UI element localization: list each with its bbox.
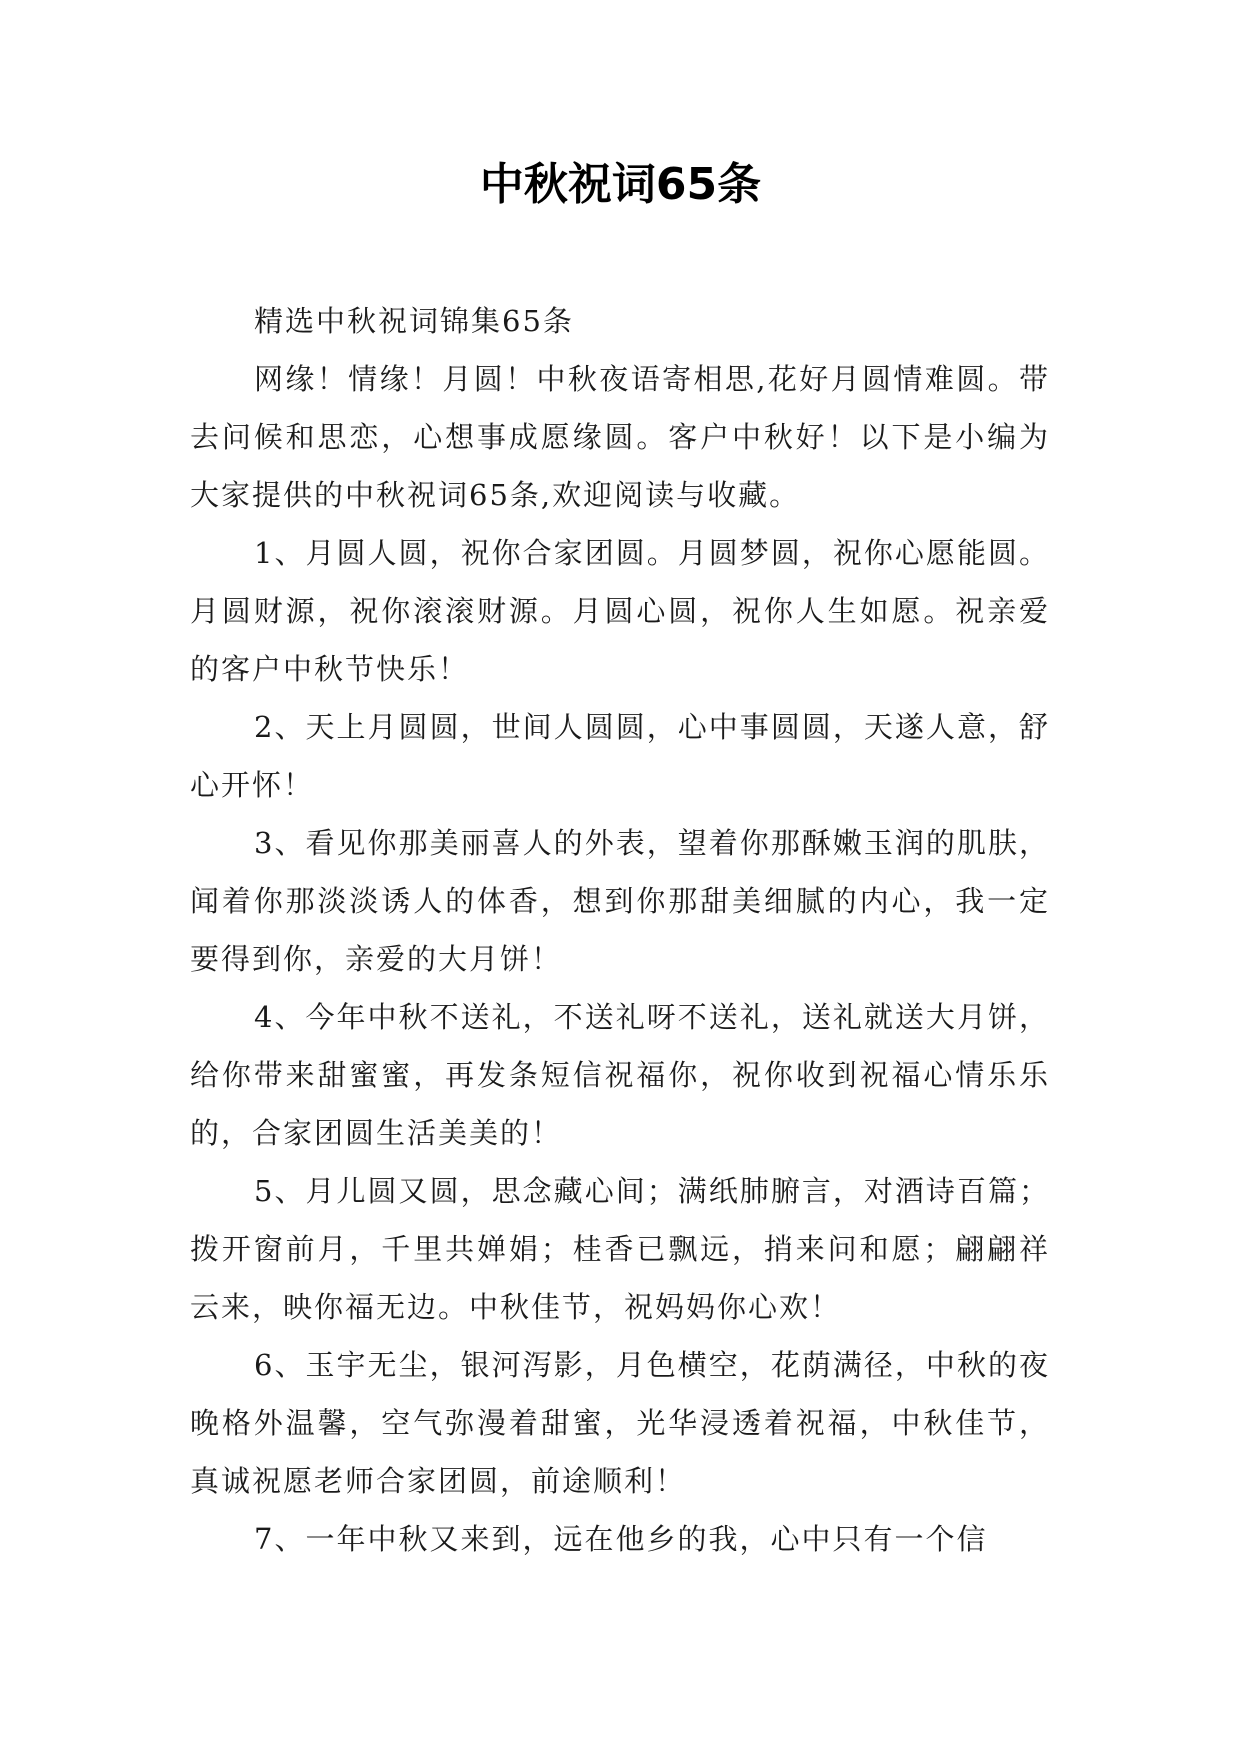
paragraph: 网缘！情缘！月圆！中秋夜语寄相思,花好月圆情难圆。带去问候和思恋，心想事成愿缘圆。客户中秋好！以下是小编为大家提供的中秋祝词65条,欢迎阅读与收藏。 <box>190 362 1050 512</box>
paragraph: 7、一年中秋又来到，远在他乡的我，心中只有一个信 <box>254 1522 988 1556</box>
page-title: 中秋祝词65条 <box>479 159 762 210</box>
paragraph: 3、看见你那美丽喜人的外表，望着你那酥嫩玉润的肌肤，闻着你那淡淡诱人的体香，想到你那甜美细腻的内心，我一定要得到你，亲爱的大月饼！ <box>190 826 1050 976</box>
paragraph: 1、月圆人圆，祝你合家团圆。月圆梦圆，祝你心愿能圆。月圆财源，祝你滚滚财源。月圆心圆，祝你人生如愿。祝亲爱的客户中秋节快乐！ <box>190 536 1050 686</box>
paragraph: 2、天上月圆圆，世间人圆圆，心中事圆圆，天遂人意，舒心开怀！ <box>190 710 1050 802</box>
document-body <box>190 292 1050 1568</box>
paragraph: 6、玉宇无尘，银河泻影，月色横空，花荫满径，中秋的夜晚格外温馨，空气弥漫着甜蜜，光华浸透着祝福，中秋佳节，真诚祝愿老师合家团圆，前途顺利！ <box>190 1348 1050 1498</box>
paragraph: 精选中秋祝词锦集65条 <box>254 304 574 338</box>
paragraph: 5、月儿圆又圆，思念藏心间；满纸肺腑言，对酒诗百篇；拨开窗前月，千里共婵娟；桂香已飘远，捎来问和愿；翩翩祥云来，映你福无边。中秋佳节，祝妈妈你心欢！ <box>190 1174 1050 1324</box>
paragraph: 4、今年中秋不送礼，不送礼呀不送礼，送礼就送大月饼，给你带来甜蜜蜜，再发条短信祝福你，祝你收到祝福心情乐乐的，合家团圆生活美美的！ <box>190 1000 1050 1150</box>
